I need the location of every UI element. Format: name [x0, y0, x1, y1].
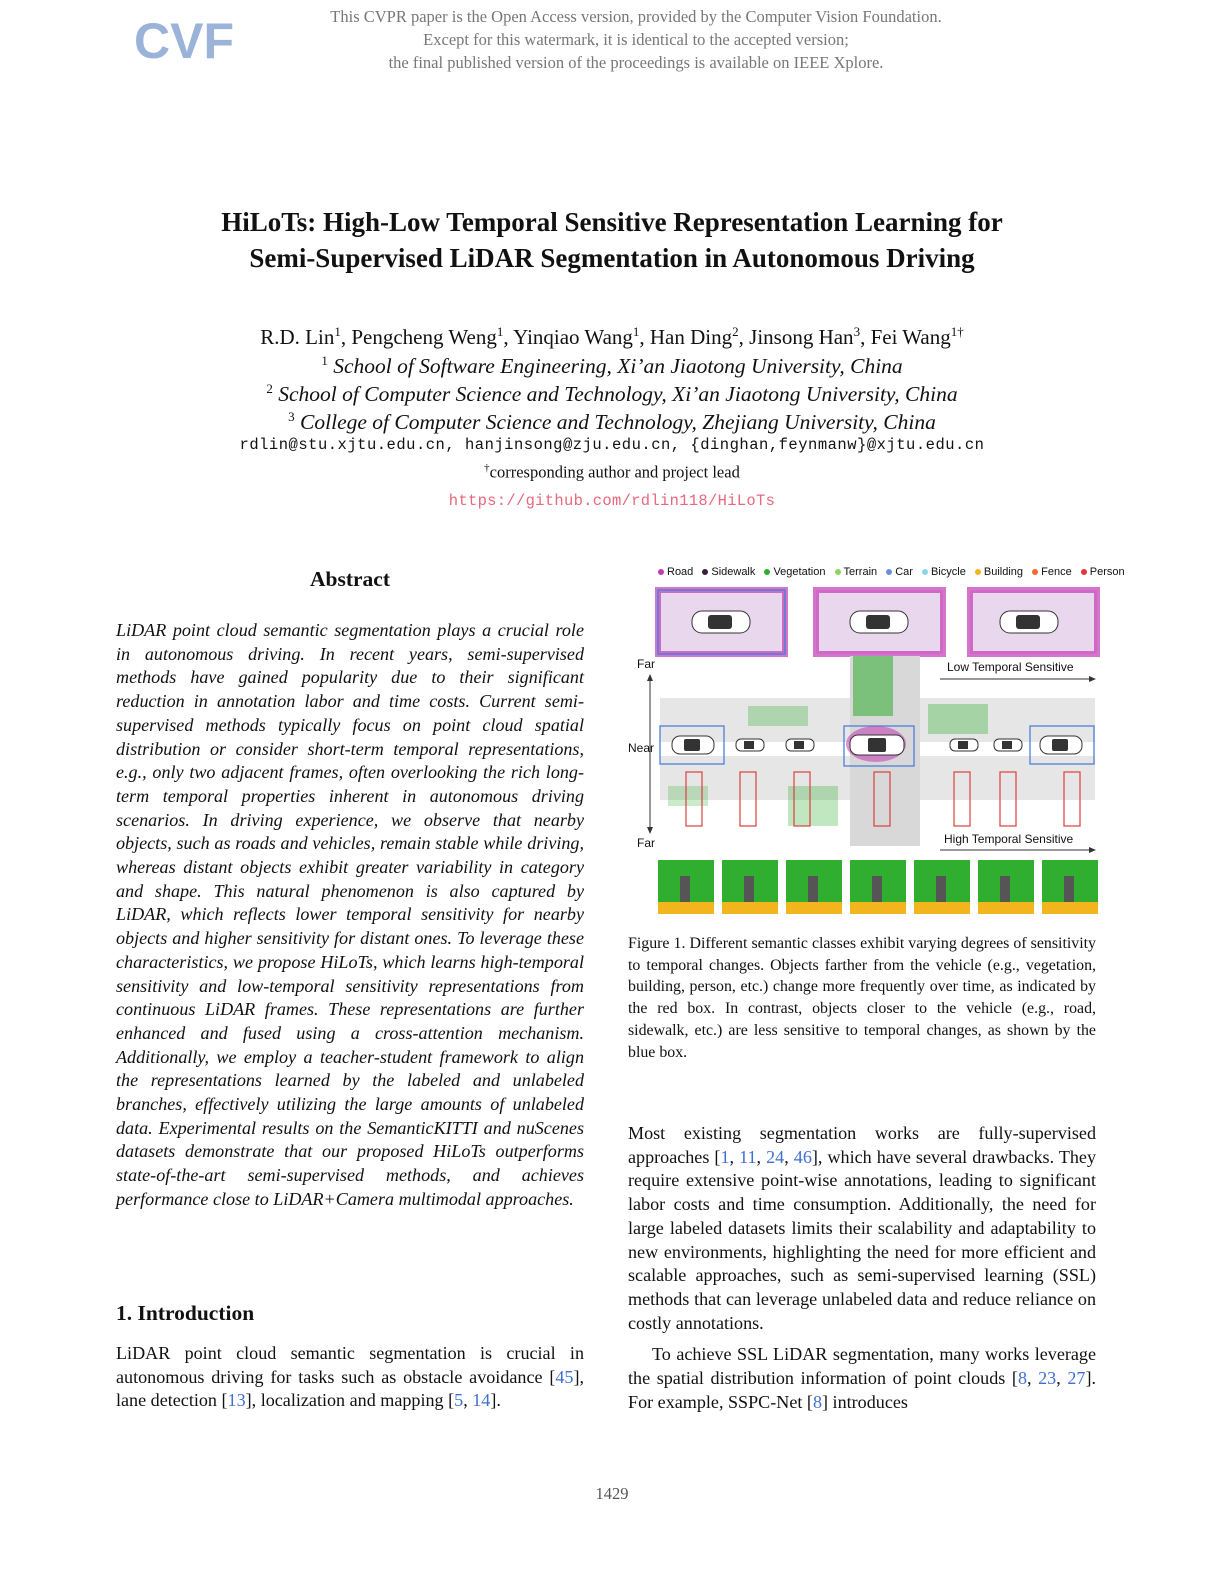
author-name: Pengcheng Weng	[351, 325, 497, 349]
text-run: To achieve SSL LiDAR segmentation, many works leverage the spatial distribution information of point clouds [	[628, 1344, 1096, 1389]
affiliation-text: School of Software Engineering, Xi’an Jiaotong University, China	[333, 354, 903, 379]
author-sup: 1	[496, 324, 504, 339]
legend-item	[1081, 566, 1125, 578]
citation-link[interactable]: 5	[454, 1390, 464, 1411]
text-run: ,	[784, 1146, 794, 1167]
text-run: ,	[1027, 1368, 1039, 1389]
legend-dot	[702, 569, 708, 575]
dagger-mark: †	[484, 462, 490, 474]
citation-link[interactable]: 24	[766, 1146, 785, 1167]
bottom-thumbnails	[658, 860, 1098, 914]
affiliation-sup: 1	[321, 353, 328, 368]
legend-dot	[658, 569, 664, 575]
intro-paragraph	[628, 1122, 1096, 1335]
arrow-down-icon	[647, 827, 653, 834]
low-temporal-label: Low Temporal Sensitive	[947, 660, 1074, 674]
affiliation-sup: 3	[288, 409, 295, 424]
citation-link[interactable]: 11	[739, 1146, 757, 1167]
legend-dot	[1032, 569, 1038, 575]
legend-item	[1032, 566, 1072, 578]
legend-item	[975, 566, 1023, 578]
legend-item	[922, 566, 966, 578]
text-run: ], lane detection [	[116, 1366, 584, 1411]
legend-dot	[975, 569, 981, 575]
affiliation-sup: 2	[266, 381, 273, 396]
text-run: ]. For example, SSPC-Net [	[628, 1368, 1096, 1412]
author-name: Han Ding	[649, 325, 733, 349]
top-thumbnail	[970, 590, 1097, 654]
figure-caption: Figure 1. Different semantic classes exhibit varying degrees of sensitivity to temporal changes. Objects farther from the vehicle (e.g., vegetation, building, person, etc.) change more frequently over time, as indicated by the red box. In contrast, objects closer to the vehicle (e.g., road, sidewalk, etc.) are less sensitive to temporal changes, as shown by the blue box.	[628, 935, 1096, 1061]
legend-item	[886, 566, 913, 578]
citation-link[interactable]: 23	[1038, 1368, 1057, 1389]
arrow-up-icon	[647, 674, 653, 681]
text-run: ], localization and mapping [	[245, 1390, 455, 1411]
high-sensitivity-arrow	[940, 847, 1096, 853]
page-number: 1429	[595, 1484, 629, 1503]
paper-title	[120, 204, 1104, 276]
author-name: R.D. Lin	[260, 325, 335, 349]
legend-item	[658, 566, 693, 578]
legend-label: Sidewalk	[711, 566, 756, 578]
near-label: Near	[628, 741, 655, 755]
cvf-logo	[132, 8, 234, 70]
figure-legend	[658, 566, 1131, 578]
project-url[interactable]: https://github.com/rdlin118/HiLoTs	[448, 492, 776, 510]
high-temporal-label: High Temporal Sensitive	[944, 832, 1074, 846]
top-thumbnail	[816, 590, 943, 654]
legend-item	[702, 566, 755, 578]
legend-label: Vegetation	[773, 566, 826, 578]
legend-label: Fence	[1041, 566, 1072, 578]
text-run: ], which have several drawbacks. They require extensive point-wise annotations, leading to significant labor costs and time consumption. Additionally, the need for large labeled datasets limits their scalability and adaptability to new environments, highlighting the need for more efficient and scalable approaches, such as semi-supervised learning (SSL) methods that can leverage unlabeled data and reduce reliance on costly annotations.	[628, 1146, 1097, 1333]
author-sup: 3	[853, 324, 861, 339]
figure-1	[628, 562, 1125, 918]
citation-link[interactable]: 8	[812, 1391, 822, 1412]
text-run: ,	[1056, 1368, 1068, 1389]
low-sensitivity-arrow	[940, 676, 1096, 682]
far-bottom-label: Far	[637, 836, 655, 850]
text-run: ,	[463, 1390, 473, 1411]
citation-link[interactable]: 14	[472, 1390, 491, 1411]
watermark-notice	[250, 5, 1022, 74]
text-run: ,	[756, 1146, 767, 1167]
author-name: Yinqiao Wang	[513, 325, 633, 349]
text-run: ].	[490, 1390, 501, 1411]
legend-label: Car	[895, 566, 913, 578]
corresponding-text: corresponding author and project lead	[489, 462, 740, 482]
author-sup: 1†	[950, 324, 964, 339]
top-thumbnail	[658, 590, 785, 654]
citation-link[interactable]: 1	[720, 1146, 730, 1167]
legend-label: Terrain	[843, 566, 878, 578]
far-top-label: Far	[637, 657, 655, 671]
author-sup: 1	[632, 324, 640, 339]
watermark-line: This CVPR paper is the Open Access version, provided by the Computer Vision Foundation.	[330, 7, 942, 26]
legend-item	[835, 566, 878, 578]
affiliation	[120, 403, 1104, 436]
citation-link[interactable]: 27	[1067, 1368, 1086, 1389]
legend-dot	[886, 569, 892, 575]
legend-label: Road	[667, 566, 694, 578]
legend-dot	[1081, 569, 1087, 575]
title-line: HiLoTs: High-Low Temporal Sensitive Representation Learning for	[221, 207, 1003, 237]
affiliation-text: School of Computer Science and Technology, Xi’an Jiaotong University, China	[278, 382, 958, 407]
affiliation-text: College of Computer Science and Technology, Zhejiang University, China	[300, 410, 936, 435]
legend-label: Person	[1089, 566, 1125, 578]
cvf-logo-text: CVF	[134, 13, 234, 69]
intro-right-column	[628, 1122, 1096, 1414]
author-sup: 2	[732, 324, 739, 339]
legend-dot	[922, 569, 928, 575]
citation-link[interactable]: 8	[1017, 1368, 1027, 1389]
corresponding-note	[120, 462, 1104, 483]
citation-link[interactable]: 45	[555, 1366, 574, 1387]
author-sup: 1	[334, 324, 341, 339]
citation-link[interactable]: 13	[227, 1390, 246, 1411]
legend-dot	[835, 569, 841, 575]
abstract-heading: Abstract	[309, 567, 390, 591]
intro-paragraph	[628, 1343, 1096, 1414]
author-name: Fei Wang	[870, 325, 951, 349]
watermark-line: the final published version of the proceedings is available on IEEE Xplore.	[388, 53, 884, 72]
text-run: LiDAR point cloud semantic segmentation is crucial in autonomous driving for tasks such as obstacle avoidance [	[116, 1343, 584, 1387]
legend-dot	[764, 569, 770, 575]
legend-label: Building	[983, 566, 1024, 578]
citation-link[interactable]: 46	[793, 1146, 812, 1167]
legend-item	[764, 566, 825, 578]
author-name: Jinsong Han	[749, 325, 854, 349]
author-emails: rdlin@stu.xjtu.edu.cn, hanjinsong@zju.edu.cn, {dinghan,feynmanw}@xjtu.edu.cn	[239, 436, 985, 454]
section-heading-introduction: 1. Introduction	[116, 1301, 255, 1325]
legend-label: Bicycle	[931, 566, 966, 578]
lidar-scene-illustration	[628, 586, 1098, 918]
watermark-line: Except for this watermark, it is identical to the accepted version;	[423, 30, 849, 49]
abstract-text: LiDAR point cloud semantic segmentation plays a crucial role in autonomous driving. In recent years, semi-supervised methods have gained popularity due to their significant reduction in annotation labor and time costs. Current semi-supervised methods typically focus on point cloud spatial distribution or consider short-term temporal representations, e.g., only two adjacent frames, often overlooking the rich long-term temporal properties inherent in autonomous driving scenarios. In driving experience, we observe that nearby objects, such as roads and vehicles, remain stable while driving, whereas distant objects exhibit greater variability in category and shape. This natural phenomenon is also captured by LiDAR, which reflects lower temporal sensitivity for nearby objects and higher sensitivity for distant ones. To leverage these characteristics, we propose HiLoTs, which learns high-temporal sensitivity and low-temporal sensitivity representations from continuous LiDAR frames. These representations are further enhanced and fused using a cross-attention mechanism. Additionally, we employ a teacher-student framework to align the representations learned by the labeled and unlabeled branches, effectively utilizing the large amounts of unlabeled data. Experimental results on the SemanticKITTI and nuScenes datasets demonstrate that our proposed HiLoTs outperforms state-of-the-art semi-supervised methods, and achieves performance close to LiDAR+Camera multimodal approaches.	[116, 620, 584, 1209]
text-run: ,	[729, 1146, 740, 1167]
author-list: R.D. Lin$^1$, Pengcheng Weng$^1$, Yinqiao Wang$^1$, Han Ding$^2$, Jinsong Han$^3$, Fei Wang$^{1\dagger}$	[260, 324, 964, 349]
text-run: Most existing segmentation works are fully-supervised approaches [	[628, 1123, 1096, 1167]
title-line: Semi-Supervised LiDAR Segmentation in Autonomous Driving	[249, 243, 975, 273]
text-run: ] introduces	[822, 1391, 908, 1412]
intro-left-paragraph	[116, 1342, 584, 1413]
